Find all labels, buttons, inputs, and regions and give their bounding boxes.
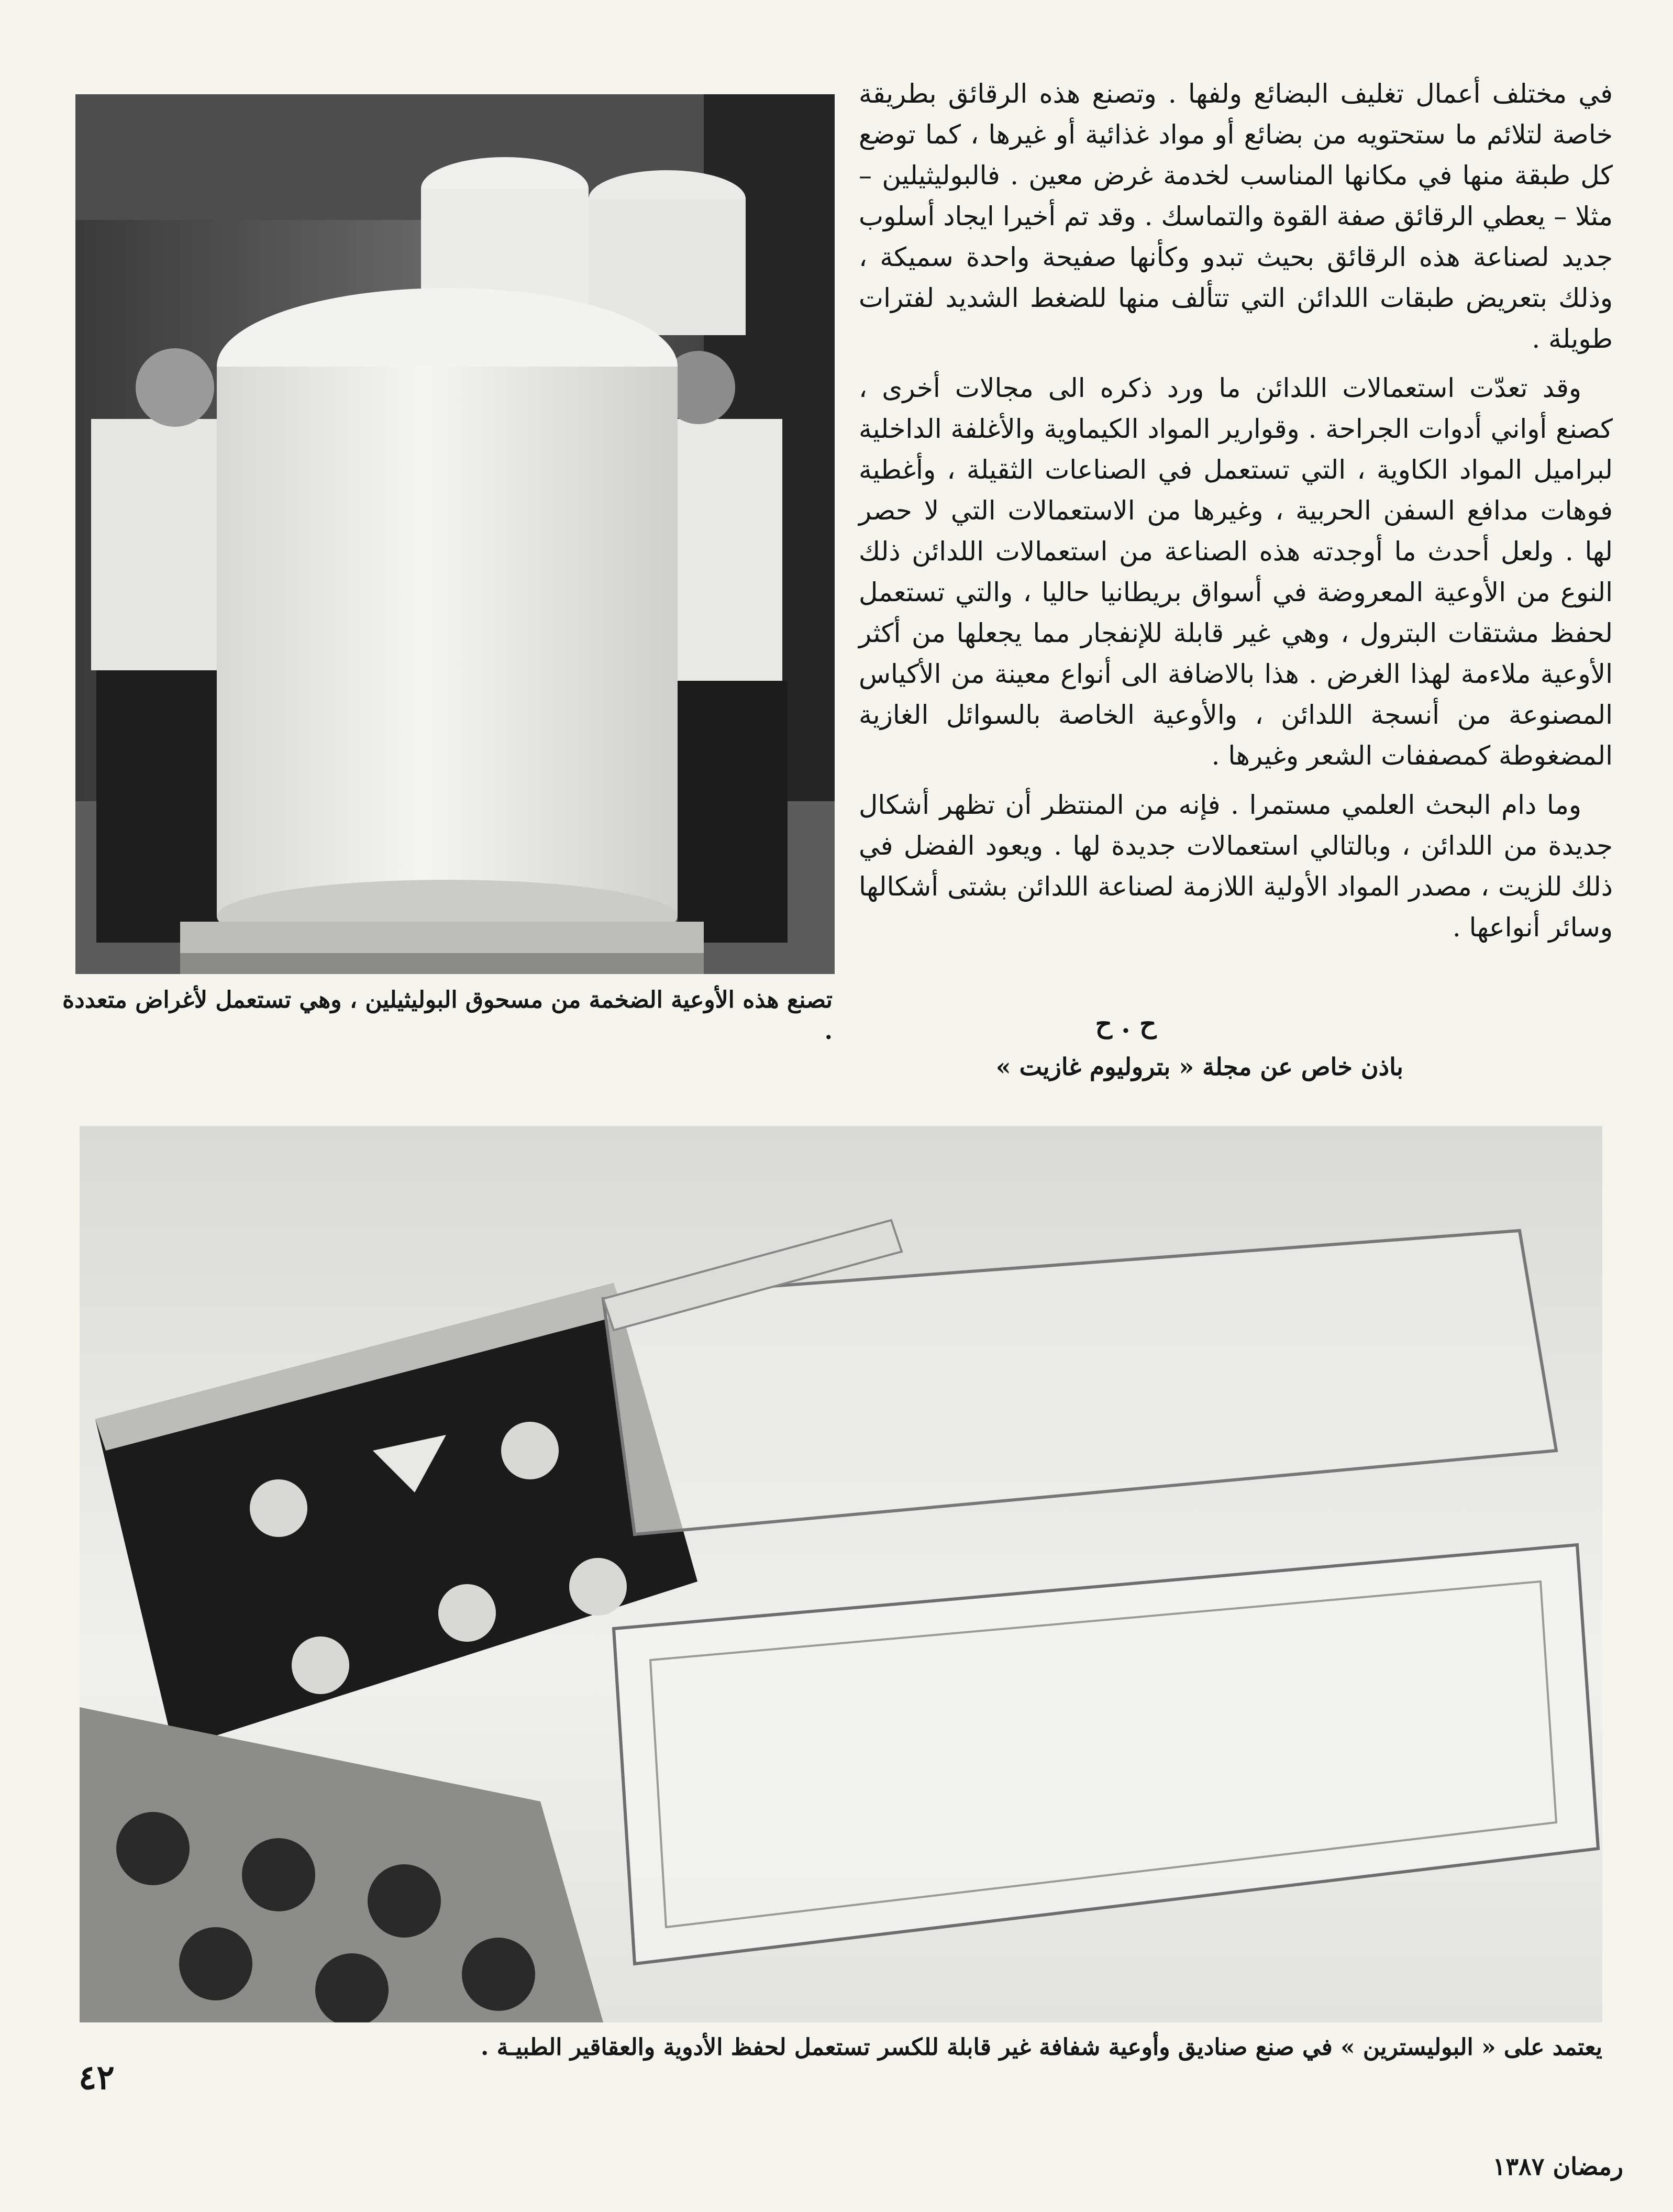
issue-date: رمضان ١٣٨٧ bbox=[1492, 2152, 1623, 2181]
article-paragraph-3: وما دام البحث العلمي مستمرا . فإنه من المنتظر أن تظهر أشكال جديدة من اللدائن ، وبالتالي استعمالات جديدة لها . ويعود الفضل في ذلك للزيت ، مصدر المواد الأولية اللازمة لصناعة اللدائن بشتى أشكالها وسائر أنواعها . bbox=[859, 790, 1613, 943]
article-source: باذن خاص عن مجلة « بتروليوم غازيت » bbox=[995, 1053, 1403, 1081]
photo-polyethylene-container bbox=[75, 94, 835, 974]
boxes-photo-illustration bbox=[80, 1126, 1602, 2022]
page-number: ٤٢ bbox=[79, 2058, 115, 2097]
caption-bottom-photo: يعتمد على « البوليسترين » في صنع صناديق وأوعية شفافة غير قابلة للكسر تستعمل لحفظ الأدوية والعقاقير الطبيـة . bbox=[481, 2034, 1602, 2061]
photo-polystyrene-boxes bbox=[80, 1126, 1602, 2022]
article-paragraph-1: في مختلف أعمال تغليف البضائع ولفها . وتصنع هذه الرقائق بطريقة خاصة لتلائم ما ستحتويه من بضائع أو مواد غذائية أو غيرها ، كما توضع كل طبقة منها في مكانها المناسب لخدمة غرض معين . فالبوليثيلين – مثلا – يعطي الرقائق صفة القوة والتماسك . وقد تم أخيرا ايجاد أسلوب جديد لصناعة هذه الرقائق بحيث تبدو وكأنها صفيحة واحدة سميكة ، وذلك بتعريض طبقات اللدائن التي تتألف منها للضغط الشديد لفترات طويلة . bbox=[859, 79, 1613, 354]
article-paragraph-2: وقد تعدّت استعمالات اللدائن ما ورد ذكره الى مجالات أخرى ، كصنع أواني أدوات الجراحة . وقوارير المواد الكيماوية والأغلفة الداخلية لبراميل المواد الكاوية ، التي تستعمل في الصناعات الثقيلة ، وأغطية فوهات مدافع السفن الحربية ، وغيرها من الاستعمالات التي لا حصر لها . ولعل أحدث ما أوجدته هذه الصناعة من استعمالات اللدائن ذلك النوع من الأوعية المعروضة في أسواق بريطانيا حاليا ، والتي تستعمل لحفظ مشتقات البترول ، وهي غير قابلة للإنفجار مما يجعلها من أكثر الأوعية ملاءمة لهذا الغرض . هذا بالاضافة الى أنواع معينة من الأكياس المصنوعة من أنسجة اللدائن ، والأوعية الخاصة بالسوائل الغازية المضغوطة كمصففات الشعر وغيرها . bbox=[859, 373, 1613, 771]
article-body bbox=[859, 73, 1613, 956]
container-photo-illustration bbox=[75, 94, 835, 974]
article-author: ح . ح bbox=[1095, 1008, 1157, 1039]
caption-top-photo: تصنع هذه الأوعية الضخمة من مسحوق البوليثيلين ، وهي تستعمل لأغراض متعددة . bbox=[62, 987, 833, 1045]
